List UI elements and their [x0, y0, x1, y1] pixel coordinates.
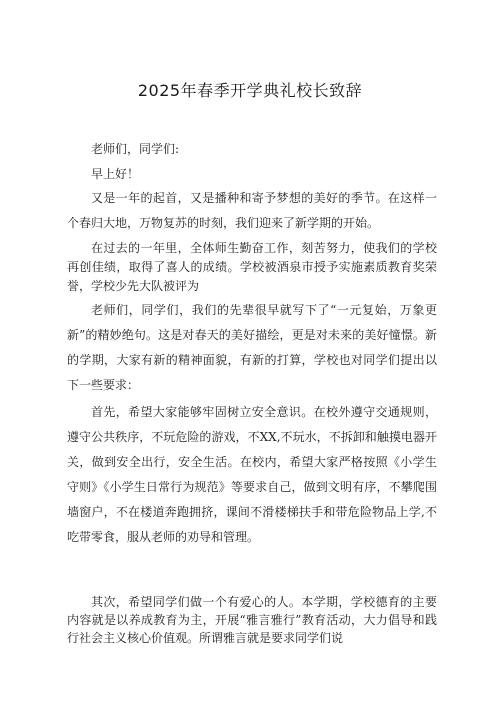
document-title: 2025年春季开学典礼校长致辞	[137, 81, 363, 100]
paragraph-intro: 又是一年的起首，又是播种和寄予梦想的美好的季节。在这样一个春归大地，万物复苏的时刻，我们迎来了新学期的开始。	[67, 191, 437, 230]
paragraph-safety: 首先，希望大家能够牢固树立安全意识。在校外遵守交通规则，遵守公共秩序，不玩危险的游戏，不XX,不玩水，不拆卸和触摸电器开关，做到安全出行，安全生活。在校内，希望大家严格按照《小学生守则》《小学生日常行为规范》等要求自己，做到文明有序，不攀爬围墙窗户，不在楼道奔跑拥挤，课间不滑楼梯扶手和带危险物品上学,不吃带零食，服从老师的劝导和管理。	[67, 405, 437, 544]
paragraph-new-term: 老师们，同学们，我们的先辈很早就写下了“一元复始，万象更新”的精妙绝句。这是对春天的美好描绘，更是对未来的美好憧憬。新的学期，大家有新的精神面貌，有新的打算，学校也对同学们提出以下一些要求：	[67, 303, 437, 392]
paragraph-caring: 其次，希望同学们做一个有爱心的人。本学期，学校德育的主要内容就是以养成教育为主，开展“雅言雅行”教育活动，大力倡导和践行社会主义核心价值观。所谓雅言就是要求同学们说	[67, 595, 437, 645]
paragraph-salutation: 老师们，同学们:	[91, 142, 180, 156]
paragraph-past-year: 在过去的一年里，全体师生勤奋工作，刻苦努力，使我们的学校再创佳绩，取得了喜人的成绩。学校被酒泉市授予实施素质教育奖荣誉，学校少先大队被评为	[67, 241, 437, 293]
paragraph-greeting: 早上好！	[91, 167, 140, 181]
